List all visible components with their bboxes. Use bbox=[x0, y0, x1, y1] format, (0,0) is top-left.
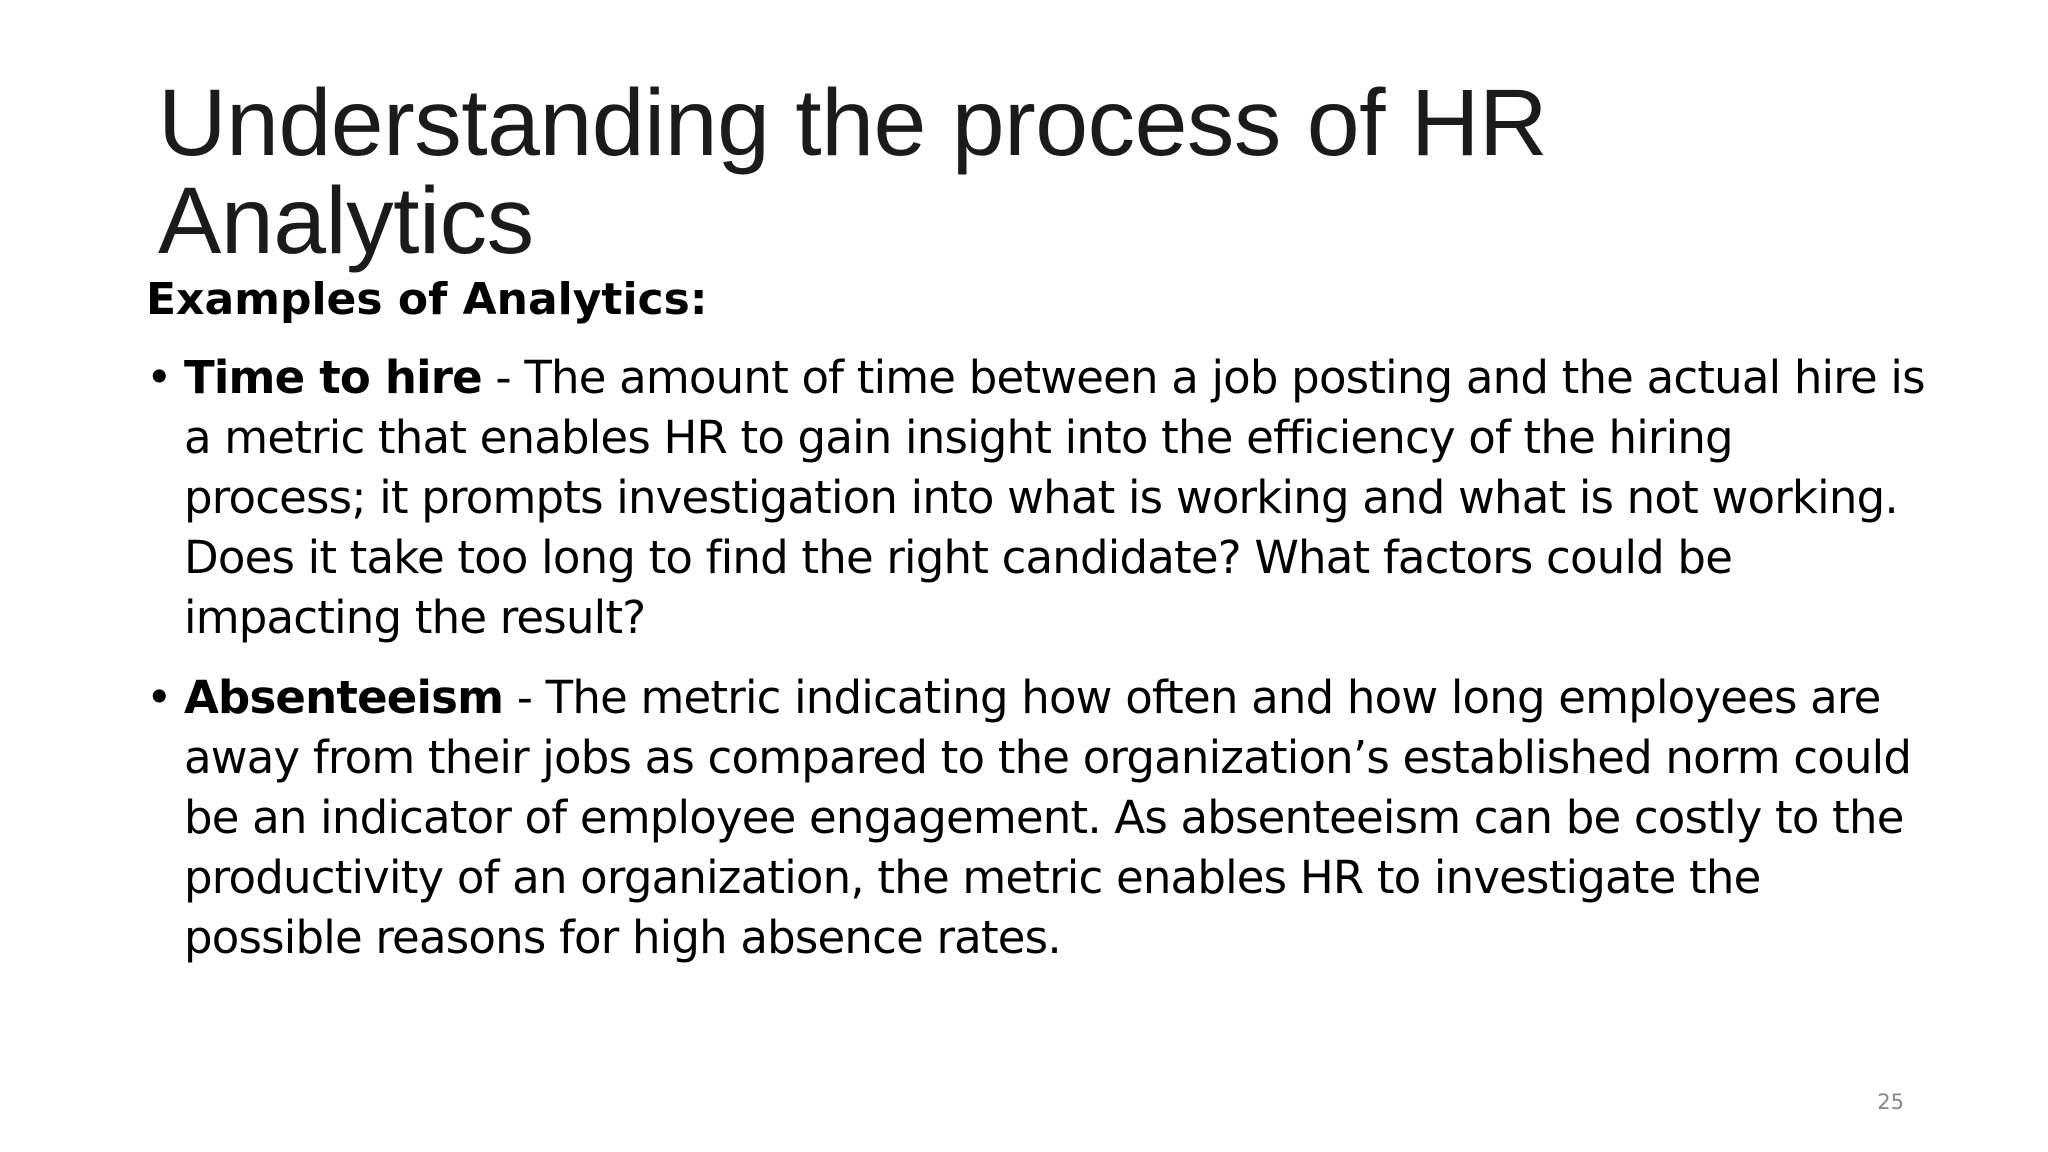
bullet-list bbox=[146, 348, 1926, 968]
bullet-description: - The metric indicating how often and how long employees are away from their jobs as compared to the organization’s established norm could be an indicator of employee engagement. As absenteeism can be costly to the productivity of an organization, the metric enables HR to investigate the possible reasons for high absence rates. bbox=[184, 671, 1912, 964]
slide-content bbox=[146, 270, 1926, 988]
section-subheading: Examples of Analytics: bbox=[146, 274, 708, 325]
slide-title: Understanding the process of HR Analytics bbox=[158, 70, 1548, 274]
page-number: 25 bbox=[1877, 1090, 1904, 1114]
bullet-dot-icon: • bbox=[146, 671, 172, 724]
bullet-term: Time to hire bbox=[184, 351, 482, 404]
bullet-description: - The amount of time between a job posting and the actual hire is a metric that enables HR to gain insight into the efficiency of the hiring process; it prompts investigation into what is working and what is not working. Does it take too long to find the right candidate? What factors could be impacting the result? bbox=[184, 351, 1925, 644]
bullet-dot-icon: • bbox=[146, 351, 172, 404]
bullet-item-absenteeism bbox=[146, 668, 1926, 968]
bullet-term: Absenteeism bbox=[184, 671, 504, 724]
bullet-item-time-to-hire bbox=[146, 348, 1926, 648]
